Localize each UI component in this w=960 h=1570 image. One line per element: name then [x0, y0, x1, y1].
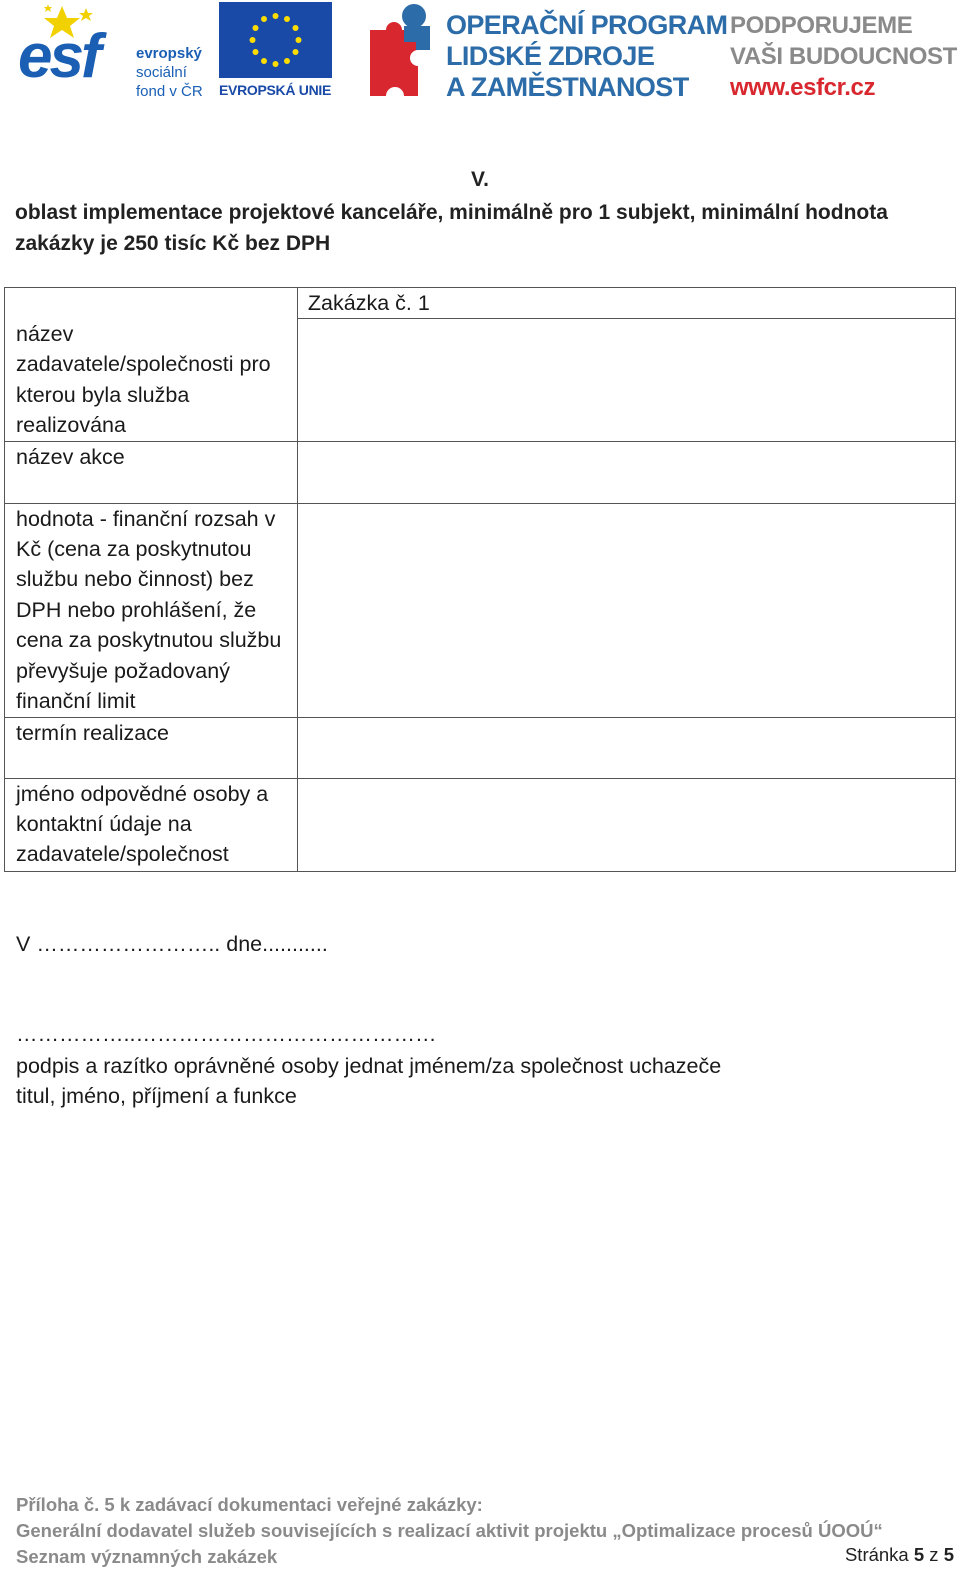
footer-line: Generální dodavatel služeb souvisejících s realizací aktivit projektu „Optimalizace procesů ÚOOÚ“ [16, 1520, 883, 1541]
eu-caption: EVROPSKÁ UNIE [219, 82, 332, 98]
label-cell [5, 717, 298, 778]
eu-flag [219, 2, 332, 78]
signature-caption: podpis a razítko oprávněné osoby jednat jménem/za společnost uchazeče [16, 1054, 722, 1078]
row-label: název zadavatele/společnosti pro kterou byla služba realizována [16, 322, 271, 438]
table-row [5, 503, 956, 717]
row-label: termín realizace [16, 720, 169, 745]
row-label: hodnota - finanční rozsah v Kč (cena za poskytnutou službu nebo činnost) bez DPH nebo prohlášení, že cena za poskytnutou službu převyšuje požadovaný finanční limit [16, 506, 282, 714]
eu-logo [219, 2, 332, 100]
row-label: jméno odpovědné osoby a kontaktní údaje na zadavatele/společnost [16, 781, 269, 867]
oplz-logo [366, 2, 728, 102]
footer-line: Příloha č. 5 k zadávací dokumentaci veřejné zakázky: [16, 1494, 483, 1515]
label-cell [5, 288, 298, 442]
eu-stars-icon [219, 2, 332, 78]
table-row [5, 778, 956, 871]
table-row [5, 441, 956, 503]
signature-line[interactable]: ……………..…………………………………… [16, 1022, 437, 1046]
esf-text-line: fond v ČR [136, 83, 203, 100]
section-heading: oblast implementace projektové kanceláře, minimálně pro 1 subjekt, minimální hodnota zakázky je 250 tisíc Kč bez DPH [15, 201, 888, 255]
oplz-title-line: LIDSKÉ ZDROJE [446, 41, 655, 71]
esf-logo-text [136, 44, 203, 101]
esf-text-line: evropský [136, 45, 202, 62]
value-cell[interactable] [297, 717, 955, 778]
label-cell [5, 778, 298, 871]
footer-line: Seznam významných zakázek [16, 1546, 278, 1567]
page-current: 5 [913, 1544, 925, 1565]
oplz-title-line: A ZAMĚSTNANOST [446, 72, 689, 102]
value-cell[interactable] [297, 503, 955, 717]
oplz-title [446, 10, 727, 103]
page-prefix: Stránka [844, 1544, 914, 1565]
value-cell[interactable] [297, 319, 955, 441]
value-cell[interactable] [297, 441, 955, 503]
section-numeral: V. [471, 168, 489, 191]
slogan-line: VAŠI BUDOUCNOST [730, 43, 957, 70]
row-label: název akce [16, 444, 125, 469]
table-header-row [5, 288, 956, 319]
page-footer [16, 1492, 956, 1570]
label-cell [5, 441, 298, 503]
page-separator: z [924, 1544, 944, 1565]
table-row [5, 717, 956, 778]
logo-header [0, 0, 960, 105]
value-cell[interactable] [297, 778, 955, 871]
esf-text-line: sociální [136, 64, 187, 81]
label-cell [5, 503, 298, 717]
page-indicator [845, 1544, 954, 1566]
contract-table [4, 287, 956, 872]
support-slogan [730, 10, 957, 103]
page-total: 5 [943, 1544, 954, 1565]
esf-website-link[interactable]: www.esfcr.cz [730, 74, 876, 101]
column-header: Zakázka č. 1 [297, 288, 955, 319]
oplz-title-line: OPERAČNÍ PROGRAM [446, 10, 728, 40]
slogan-line: PODPORUJEME [730, 12, 913, 39]
signature-caption-name: titul, jméno, příjmení a funkce [16, 1084, 297, 1108]
puzzle-figure-icon [366, 2, 436, 100]
esf-mark: esf [18, 22, 99, 91]
place-date-field[interactable]: V …………………….. dne........... [16, 932, 328, 956]
esf-logo [18, 2, 208, 100]
